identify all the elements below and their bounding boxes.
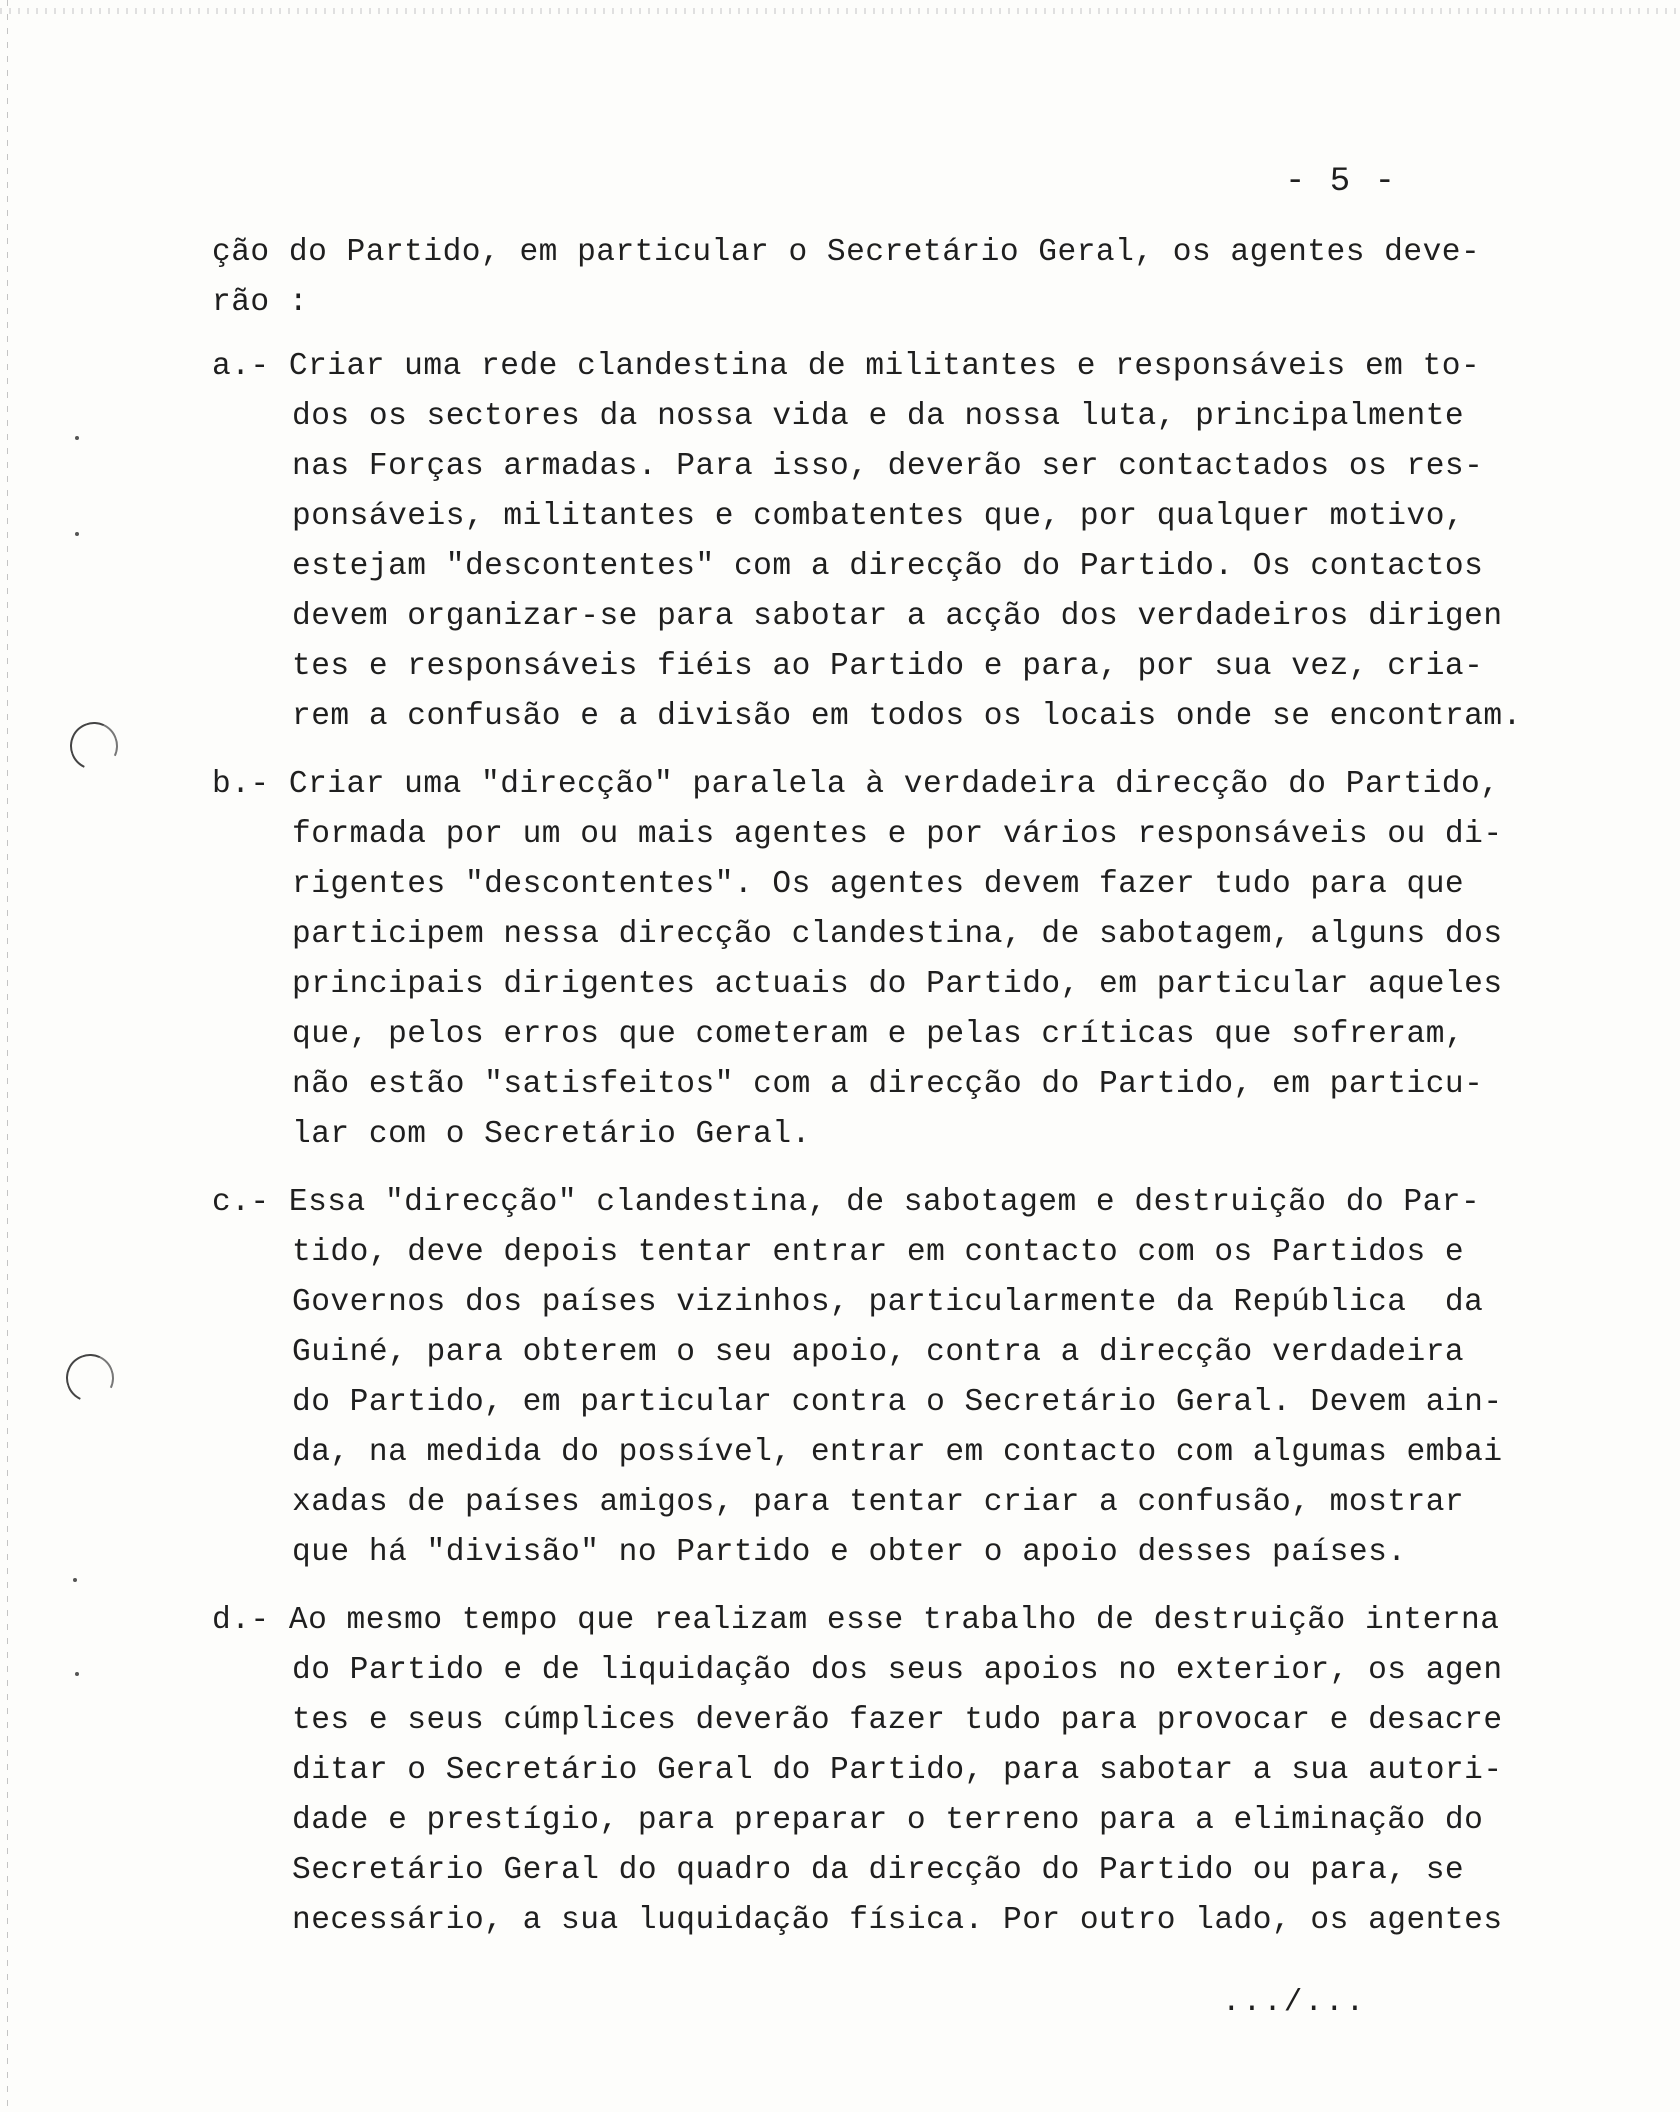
intro-paragraph [212, 228, 1612, 328]
scan-speck [75, 532, 79, 536]
list-item-c [212, 1178, 1612, 1578]
text-line: formada por um ou mais agentes e por vários responsáveis ou di- [292, 817, 1503, 852]
text-line: necessário, a sua luquidação física. Por outro lado, os agentes [292, 1903, 1503, 1938]
text-line: rem a confusão e a divisão em todos os locais onde se encontram. [292, 699, 1522, 734]
text-line: ditar o Secretário Geral do Partido, para sabotar a sua autori- [292, 1753, 1503, 1788]
list-item-d [212, 1596, 1612, 1946]
text-line: Criar uma "direcção" paralela à verdadeira direcção do Partido, [288, 767, 1500, 802]
scan-edge-artifact [0, 8, 1680, 14]
text-line: Criar uma rede clandestina de militantes e responsáveis em to- [288, 349, 1481, 384]
scan-speck [73, 1578, 77, 1582]
text-line: dos os sectores da nossa vida e da nossa luta, principalmente [292, 399, 1465, 434]
scan-speck [75, 436, 79, 440]
text-line: Secretário Geral do quadro da direcção do Partido ou para, se [292, 1853, 1465, 1888]
text-line: xadas de países amigos, para tentar criar a confusão, mostrar [292, 1485, 1465, 1520]
text-line: do Partido e de liquidação dos seus apoios no exterior, os agen [292, 1653, 1503, 1688]
item-label: d.- [212, 1603, 270, 1638]
item-label: b.- [212, 767, 270, 802]
text-line: nas Forças armadas. Para isso, deverão ser contactados os res- [292, 449, 1484, 484]
scan-speck [75, 1672, 79, 1676]
text-line: que há "divisão" no Partido e obter o apoio desses países. [292, 1535, 1407, 1570]
text-line: devem organizar-se para sabotar a acção dos verdadeiros dirigen [292, 599, 1503, 634]
text-line: ção do Partido, em particular o Secretário Geral, os agentes deve- [212, 235, 1481, 270]
list-item-b [212, 760, 1612, 1160]
text-line: tes e seus cúmplices deverão fazer tudo para provocar e desacre [292, 1703, 1503, 1738]
text-line: rão : [212, 285, 309, 320]
text-line: participem nessa direcção clandestina, de sabotagem, alguns dos [292, 917, 1503, 952]
text-line: ponsáveis, militantes e combatentes que, por qualquer motivo, [292, 499, 1465, 534]
text-line: rigentes "descontentes". Os agentes devem fazer tudo para que [292, 867, 1465, 902]
scan-margin-artifact [7, 0, 8, 2112]
text-line: dade e prestígio, para preparar o terreno para a eliminação do [292, 1803, 1484, 1838]
text-line: da, na medida do possível, entrar em contacto com algumas embai [292, 1435, 1503, 1470]
text-line: estejam "descontentes" com a direcção do Partido. Os contactos [292, 549, 1484, 584]
text-line: principais dirigentes actuais do Partido, em particular aqueles [292, 967, 1503, 1002]
text-line: do Partido, em particular contra o Secretário Geral. Devem ain- [292, 1385, 1503, 1420]
text-line: lar com o Secretário Geral. [292, 1117, 811, 1152]
text-line: que, pelos erros que cometeram e pelas críticas que sofreram, [292, 1017, 1465, 1052]
item-label: a.- [212, 349, 270, 384]
text-line: Governos dos países vizinhos, particularmente da República da [292, 1285, 1484, 1320]
text-line: Essa "direcção" clandestina, de sabotagem e destruição do Par- [288, 1185, 1481, 1220]
item-label: c.- [212, 1185, 270, 1220]
text-line: Ao mesmo tempo que realizam esse trabalho de destruição interna [288, 1603, 1500, 1638]
text-line: não estão "satisfeitos" com a direcção do Partido, em particu- [292, 1067, 1484, 1102]
text-line: tido, deve depois tentar entrar em contacto com os Partidos e [292, 1235, 1465, 1270]
text-line: Guiné, para obterem o seu apoio, contra a direcção verdadeira [292, 1335, 1465, 1370]
list-item-a [212, 342, 1612, 742]
page-number: - 5 - [1285, 163, 1398, 201]
text-line: tes e responsáveis fiéis ao Partido e para, por sua vez, cria- [292, 649, 1484, 684]
punch-hole-mark [59, 1347, 121, 1409]
continuation-mark: .../... [1222, 1985, 1367, 2020]
document-body [212, 228, 1612, 1946]
punch-hole-mark [63, 715, 125, 777]
